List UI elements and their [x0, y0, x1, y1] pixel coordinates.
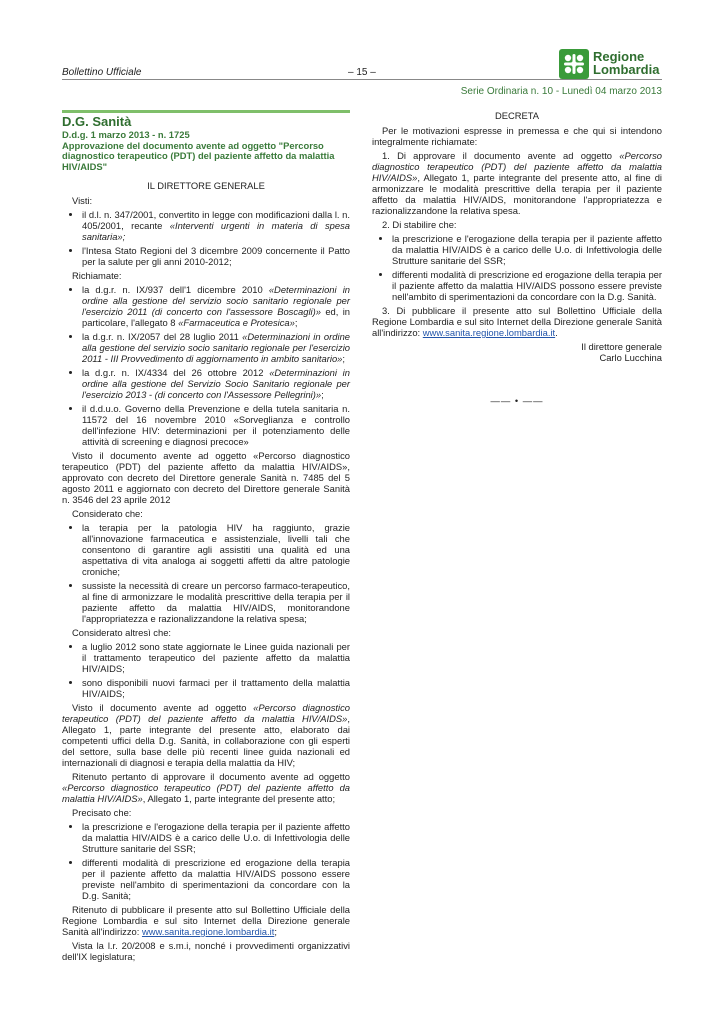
left-column — [62, 110, 350, 965]
region-logo — [559, 49, 669, 83]
list-item: • la d.g.r. n. IX/4334 del 26 ottobre 2012 «Determinazioni in ordine alla gestione del Servizio Socio Sanitario regionale per l'esercizio 2013 - (di concerto con l'Assessore Pellegrini)»; — [82, 367, 350, 400]
logo-line1: Regione — [593, 49, 645, 64]
visti-label: Visti: — [72, 195, 93, 206]
list-item: • la prescrizione e l'erogazione della terapia per il paziente affetto da malattia HIV/AIDS è a carico delle U.o. di Infettivologia delle Strutture sanitarie del SSR; — [82, 821, 350, 854]
right-column — [372, 110, 662, 406]
list-item: • sussiste la necessità di creare un percorso farmaco-terapeutico, al fine di armonizzare le modalità prescrittive della terapia per il paziente affetto da malattia HIV/AIDS, monitorandone l'appropriatezza e razionalizzandone la relativa spesa; — [82, 580, 350, 624]
decreta-point-2-list — [372, 233, 662, 302]
pubblicare-paragraph: Ritenuto di pubblicare il presente atto sul Bollettino Ufficiale della Regione Lombardia e sul sito Internet della Direzione generale Sanità all'indirizzo: www.sanita.regione.lombardia.it; — [62, 904, 350, 937]
bulletin-name: Bollettino Ufficiale — [62, 67, 142, 78]
precisato-list — [62, 821, 350, 901]
altresi-label: Considerato altresì che: — [72, 627, 172, 638]
decreta-point-3: 3. Di pubblicare il presente atto sul Bollettino Ufficiale della Regione Lombardia e sul sito Internet della Direzione generale Sanità all'indirizzo: www.sanita.regione.lombardia.it. — [372, 305, 662, 338]
list-item: • differenti modalità di prescrizione ed erogazione della terapia per il paziente affetto da malattia HIV/AIDS possono essere previste nell'ambito di sperimentazioni da concordare con la D.g. Sanità; — [82, 857, 350, 901]
decree-title: Approvazione del documento avente ad oggetto "Percorso diagnostico terapeutico (PDT) del paziente affetto da malattia HIV/AIDS" — [62, 139, 335, 172]
series-info: Serie Ordinaria n. 10 - Lunedì 04 marzo 2013 — [460, 86, 662, 97]
decreta-point-1: 1. Di approvare il documento avente ad oggetto «Percorso diagnostico terapeutico (PDT) del paziente affetto da malattia HIV/AIDS», Allegato 1, parte integrante del presente atto, al fine di armonizzare le modalità prescrittive della terapia per il paziente affetto da malattia HIV/AIDS, monitorandone l'appropriatezza e razionalizzandone la relativa spesa. — [372, 150, 662, 216]
list-item: • il d.l. n. 347/2001, convertito in legge con modificazioni dalla l. n. 405/2001, recante «Interventi urgenti in materia di spesa sanitaria»; — [82, 209, 350, 242]
signature-role: Il direttore generale — [581, 341, 662, 352]
section-bar — [62, 110, 350, 113]
signature-name: Carlo Lucchina — [599, 352, 662, 363]
visti-list — [62, 209, 350, 267]
header-divider — [62, 79, 662, 80]
altresi-list — [62, 641, 350, 699]
section-title: D.G. Sanità — [62, 114, 132, 129]
list-item: • la terapia per la patologia HIV ha raggiunto, grazie all'innovazione farmaceutica e assistenziale, livelli tali che consentono di garantire agli assistiti una qualità ed una aspettativa di vita analoga ai soggetti affetti da altre patologie croniche; — [82, 522, 350, 577]
vista-paragraph: Vista la l.r. 20/2008 e s.m.i, nonché i provvedimenti organizzativi dell'IX legislatura; — [62, 940, 350, 962]
ritenuto-paragraph: Ritenuto pertanto di approvare il documento avente ad oggetto «Percorso diagnostico terapeutico (PDT) del paziente affetto da malattia HIV/AIDS», Allegato 1, parte integrante del presente atto; — [62, 771, 350, 804]
considerato-label: Considerato che: — [72, 508, 143, 519]
logo-line2: Lombardia — [593, 62, 660, 77]
list-item: • differenti modalità di prescrizione ed erogazione della terapia per il paziente affetto da malattia HIV/AIDS possono essere previste nell'ambito di sperimentazioni da concordare con la D.g. Sanità. — [392, 269, 662, 302]
decreta-intro: Per le motivazioni espresse in premessa e che qui si intendono integralmente richiamate: — [372, 125, 662, 147]
list-item: • la d.g.r. n. IX/937 dell'1 dicembre 2010 «Determinazioni in ordine alla gestione del servizio socio sanitario regionale per l'esercizio 2011 (di concerto con l'assessore Boscagli)» ed, in particolare, l'allegato 8 «Farmaceutica e Protesica»; — [82, 284, 350, 328]
list-item: • a luglio 2012 sono state aggiornate le Linee guida nazionali per il trattamento terapeutico del paziente affetto da malattia HIV/AIDS; — [82, 641, 350, 674]
list-item: • la d.g.r. n. IX/2057 del 28 luglio 2011 «Determinazioni in ordine alla gestione del servizio socio sanitario regionale per l'esercizio 2011 - III Provvedimento di aggiornamento in ambito sanitario»; — [82, 331, 350, 364]
decreta-heading: DECRETA — [494, 110, 540, 121]
list-item: • sono disponibili nuovi farmaci per il trattamento della malattia HIV/AIDS; — [82, 677, 350, 699]
richiamate-label: Richiamate: — [72, 270, 122, 281]
decree-id: D.d.g. 1 marzo 2013 - n. 1725 — [62, 129, 190, 140]
precisato-label: Precisato che: — [72, 807, 132, 818]
rosa-camuna-icon — [559, 49, 589, 79]
sanita-website-link[interactable]: www.sanita.regione.lombardia.it — [422, 327, 556, 338]
visto-document-paragraph: Visto il documento avente ad oggetto «Percorso diagnostico terapeutico (PDT) del paziente affetto da malattia HIV/AIDS», Allegato 1, parte integrante del presente atto, elaborato dai competenti uffici della D.g. Sanità, in collaborazione con gli esperti del settore, sulla base delle più recenti linee guida nazionali ed internazionali di diagnosi e terapia della malattia da HIV; — [62, 702, 350, 768]
decreta-point-2: 2. Di stabilire che: — [382, 219, 457, 230]
director-heading: IL DIRETTORE GENERALE — [147, 180, 265, 191]
list-item: • il d.d.u.o. Governo della Prevenzione e della tutela sanitaria n. 11572 del 16 novembre 2010 «Sorveglianza e controllo dell'infezione HIV: determinazioni per il potenziamento delle attività di screening e diagnosi precoce» — [82, 403, 350, 447]
visto-paragraph: Visto il documento avente ad oggetto «Percorso diagnostico terapeutico (PDT) del paziente affetto da malattia HIV/AIDS», approvato con decreto del Direttore generale Sanità n. 7485 del 5 agosto 2011 e aggiornato con decreto del Direttore generale Sanità n. 3546 del 23 aprile 2012 — [62, 450, 350, 505]
richiamate-list — [62, 284, 350, 447]
sanita-website-link[interactable]: www.sanita.regione.lombardia.it — [141, 926, 275, 937]
list-item: • l'Intesa Stato Regioni del 3 dicembre 2009 concernente il Patto per la salute per gli anni 2010-2012; — [82, 245, 350, 267]
page-number: – 15 – — [348, 67, 376, 78]
end-divider: —— • —— — [490, 395, 544, 406]
list-item: • la prescrizione e l'erogazione della terapia per il paziente affetto da malattia HIV/AIDS è a carico delle U.o. di Infettivologia delle Strutture sanitarie del SSR; — [392, 233, 662, 266]
considerato-list — [62, 522, 350, 624]
